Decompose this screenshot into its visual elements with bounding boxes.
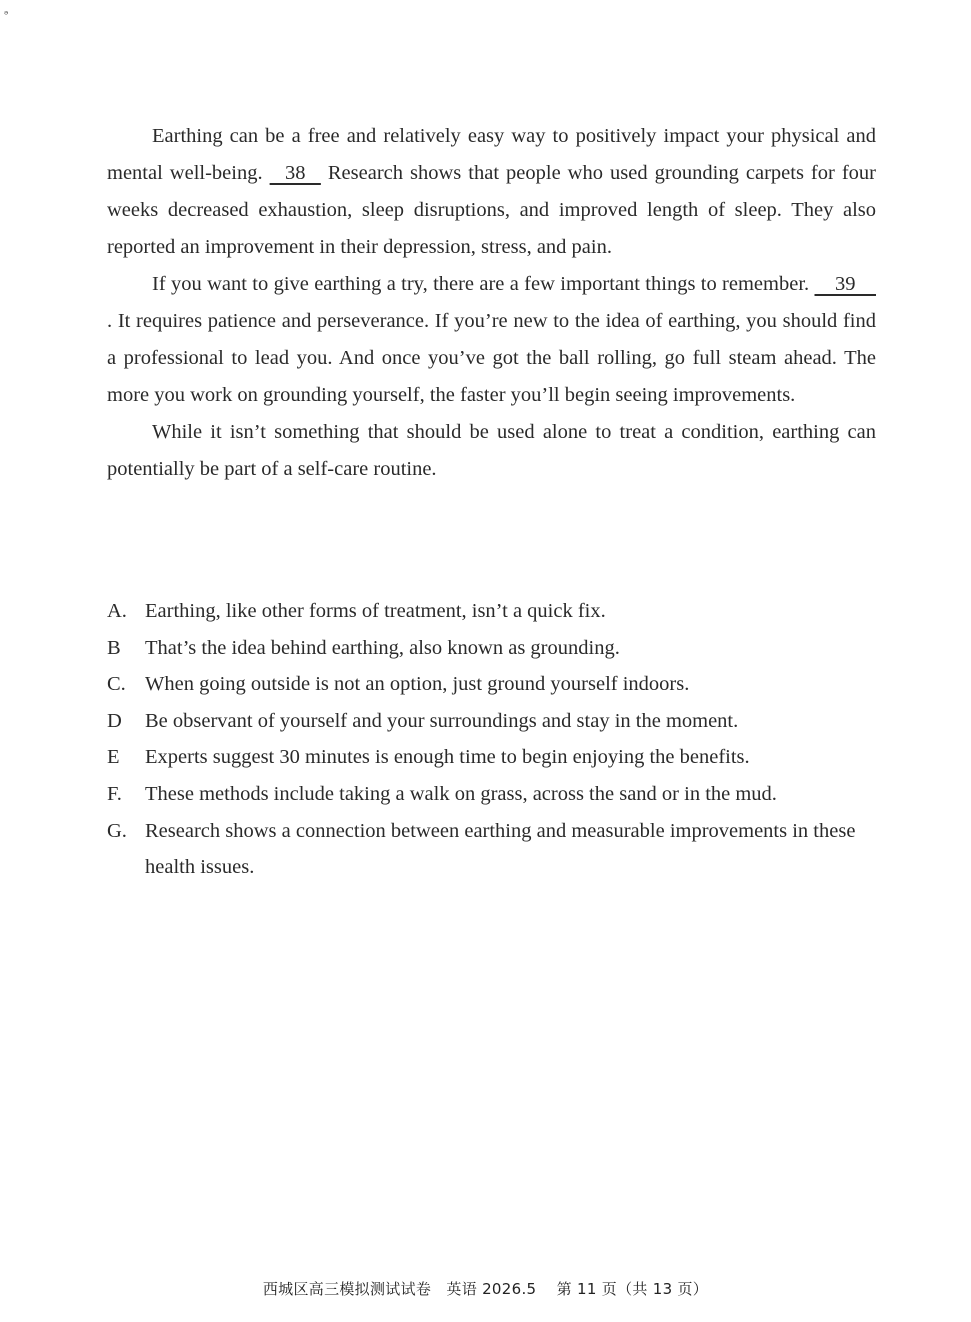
- paragraph-3-text: While it isn’t something that should be used alone to treat a condition, earthing can potentially be part of a self-care routine.: [107, 421, 876, 480]
- paragraph-1-text-before: Earthing can be a free and relatively easy way to positively impact your physical and mental well-being.: [107, 125, 876, 184]
- subject-date: 英语 2026.5: [446, 1280, 537, 1298]
- option-e: [107, 739, 876, 776]
- option-text: When going outside is not an option, just ground yourself indoors.: [145, 673, 690, 696]
- option-letter: F.: [107, 782, 122, 805]
- corner-scan-mark: ᵊ: [4, 8, 9, 21]
- passage-paragraph-1: [107, 118, 876, 266]
- page-footer: [0, 1278, 971, 1299]
- option-text: These methods include taking a walk on grass, across the sand or in the mud.: [145, 782, 777, 805]
- option-letter: E: [107, 746, 120, 769]
- passage-paragraph-3: [107, 414, 876, 488]
- option-text: Be observant of yourself and your surroundings and stay in the moment.: [145, 709, 739, 732]
- option-text: Research shows a connection between earthing and measurable improvements in these health issues.: [145, 819, 856, 879]
- passage-paragraph-2: [107, 266, 876, 414]
- answer-options: [107, 593, 876, 886]
- option-text: Earthing, like other forms of treatment, isn’t a quick fix.: [145, 600, 606, 622]
- paragraph-2-text-after: . It requires patience and perseverance. If you’re new to the idea of earthing, you should find a professional to lead you. And once you’ve got the ball rolling, go full steam ahead. The more you work on grounding yourself, the faster you’ll begin seeing improvements.: [107, 310, 876, 406]
- option-letter: G.: [107, 819, 127, 842]
- page-number: 第 11 页（共 13 页）: [556, 1280, 709, 1298]
- option-a: [107, 593, 876, 630]
- blank-39: 39: [814, 273, 876, 295]
- blank-38: 38: [269, 162, 321, 184]
- option-text: Experts suggest 30 minutes is enough time to begin enjoying the benefits.: [145, 746, 750, 769]
- reading-passage: [107, 118, 876, 488]
- option-c: [107, 666, 876, 703]
- paragraph-2-text-before: If you want to give earthing a try, there are a few important things to remember.: [152, 273, 815, 295]
- option-f: [107, 776, 876, 813]
- paragraph-1-text-after: Research shows that people who used grounding carpets for four weeks decreased exhaustion, sleep disruptions, and improved length of sleep. They also reported an improvement in their depression, stress, and pain.: [107, 162, 876, 258]
- option-d: [107, 703, 876, 740]
- option-letter: A.: [107, 600, 127, 622]
- option-b: [107, 630, 876, 667]
- option-g: [107, 813, 876, 886]
- option-text: That’s the idea behind earthing, also known as grounding.: [145, 636, 620, 659]
- exam-title: 西城区高三模拟测试试卷: [262, 1280, 432, 1298]
- option-letter: B: [107, 636, 121, 659]
- option-letter: D: [107, 709, 122, 732]
- option-letter: C.: [107, 673, 126, 696]
